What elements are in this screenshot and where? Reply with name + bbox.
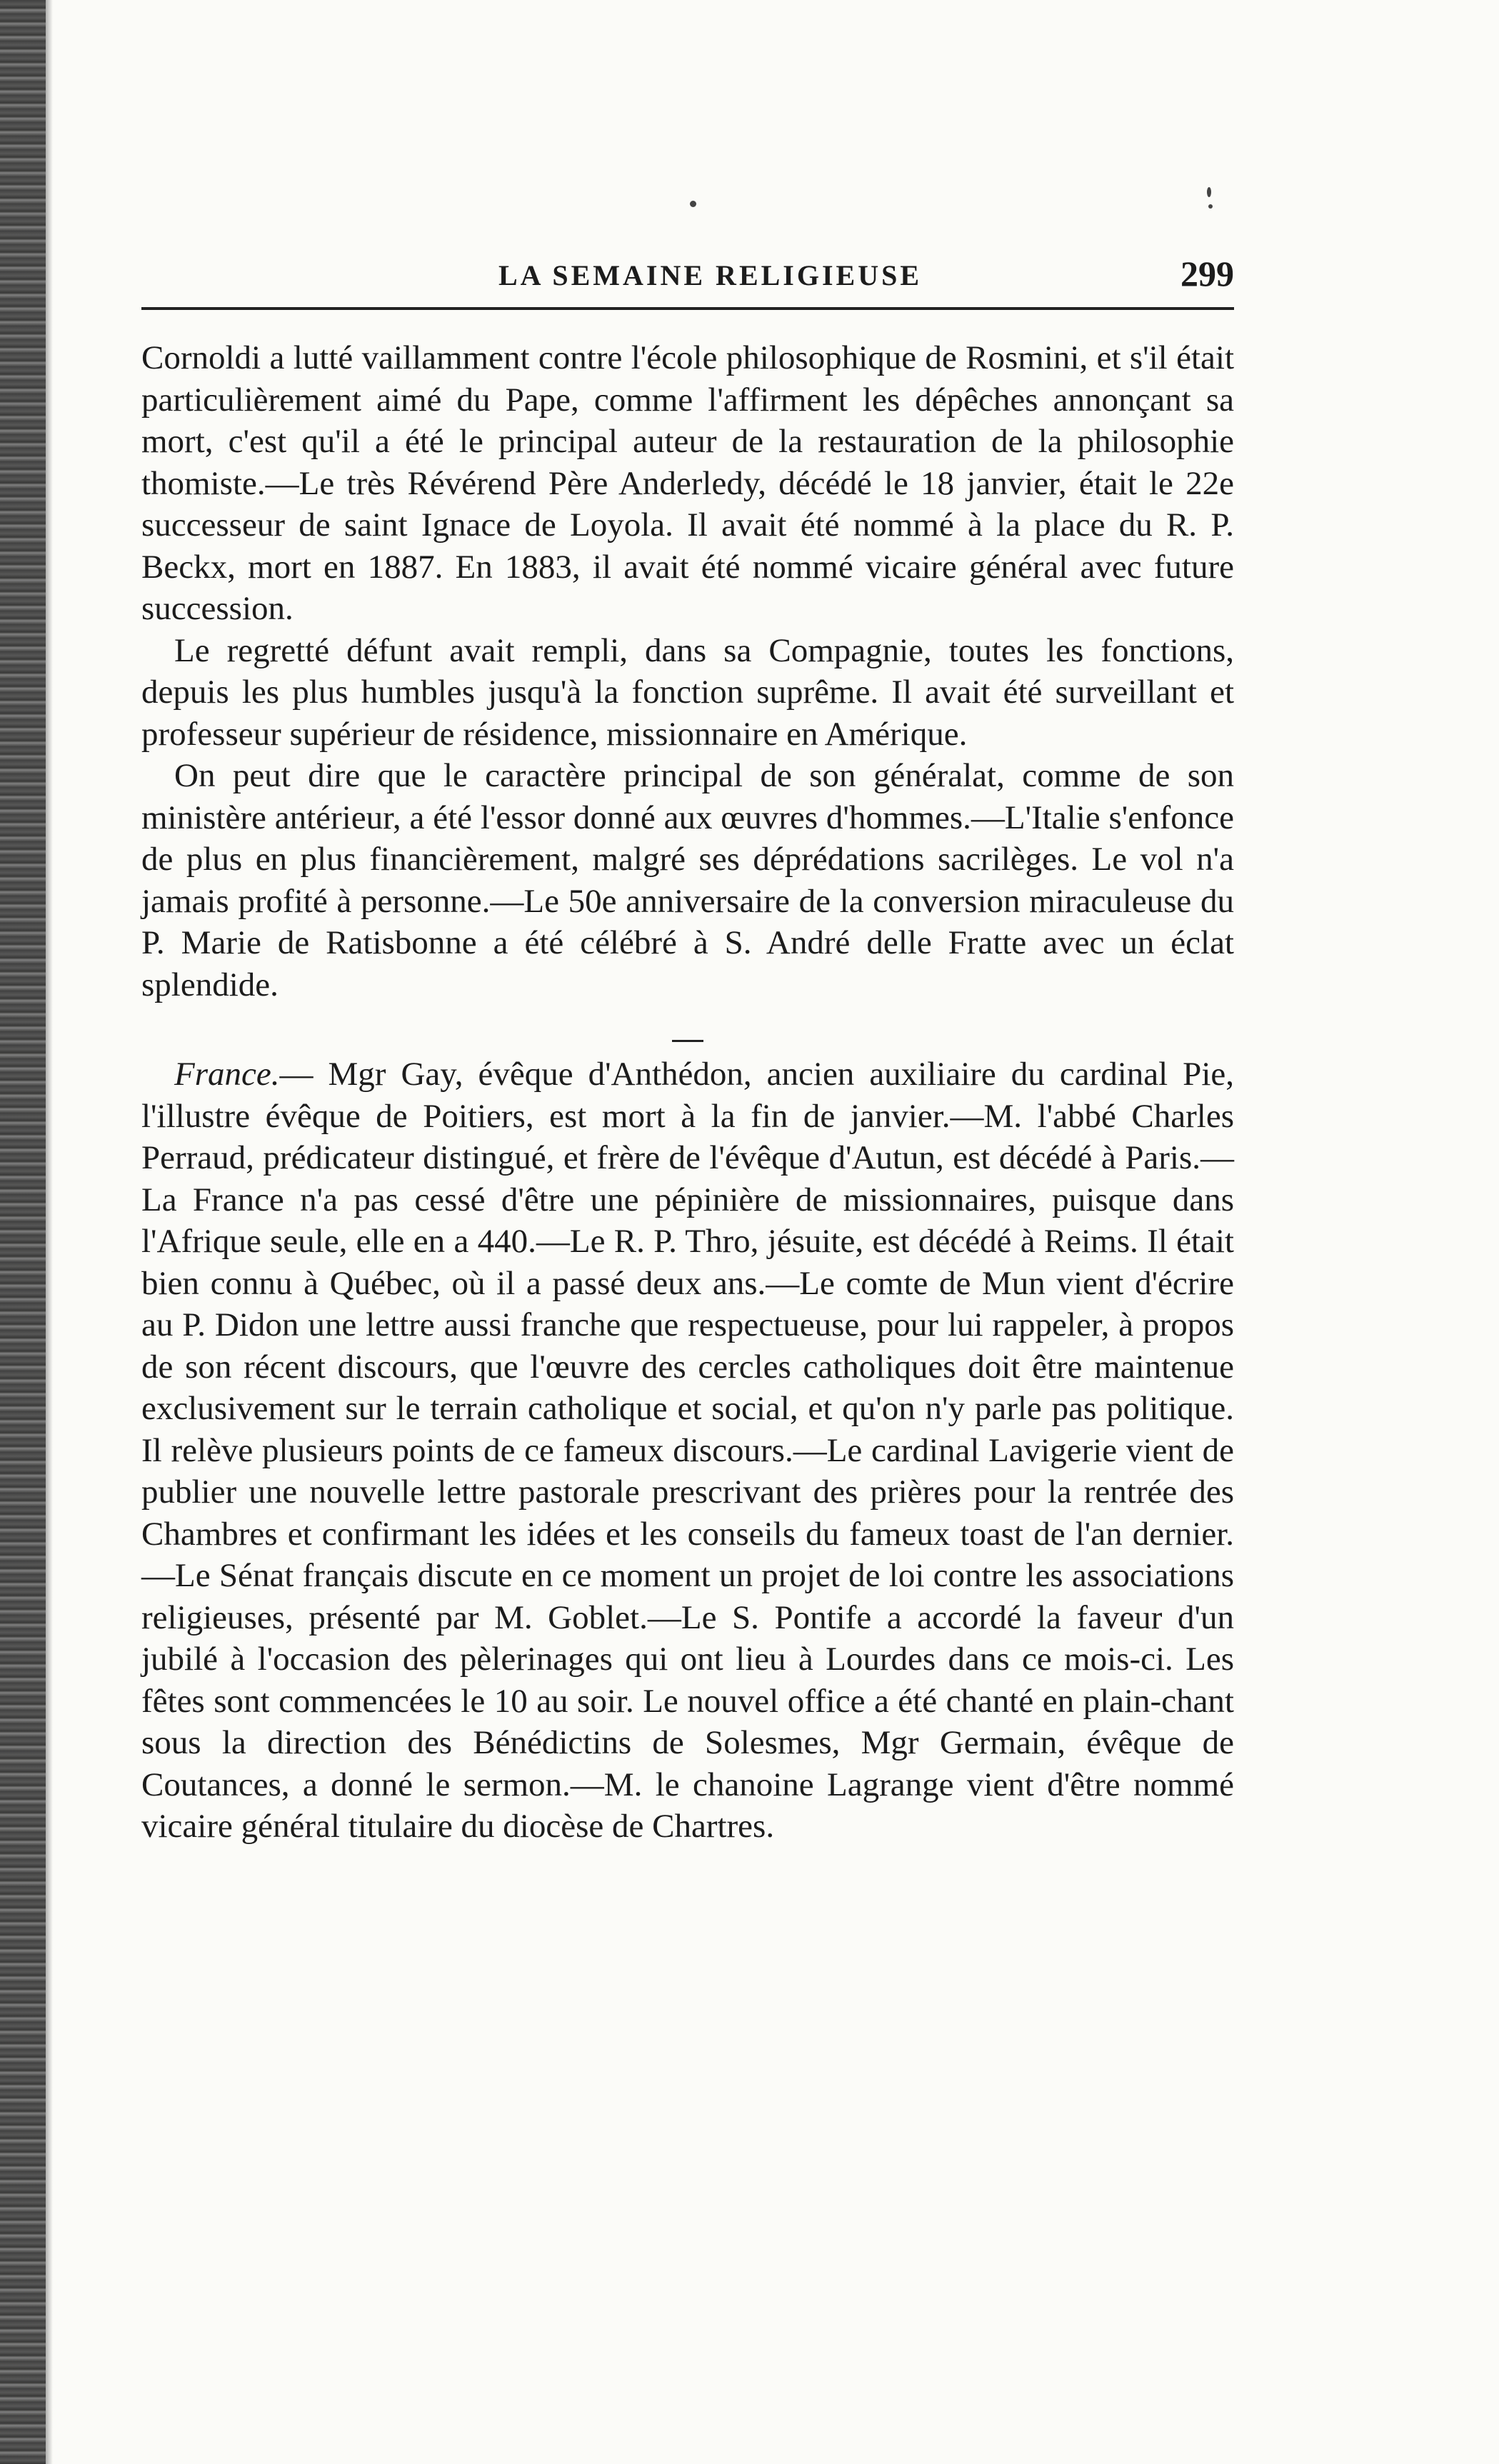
section-label-france: France. bbox=[174, 1056, 280, 1093]
paragraph-france bbox=[141, 1053, 1234, 1848]
page-number: 299 bbox=[1180, 254, 1234, 294]
section-separator bbox=[672, 1040, 703, 1042]
page bbox=[141, 254, 1234, 1848]
page-header bbox=[141, 254, 1234, 310]
scan-binding-strip bbox=[0, 0, 46, 2464]
scan-binding-shadow bbox=[46, 0, 53, 2464]
paragraph-functions: Le regretté défunt avait rempli, dans sa Compagnie, toutes les fonctions, depuis les plus humbles jusqu'à la fonction suprême. Il avait été surveillant et professeur supérieur de résidence, missionnaire en Amérique. bbox=[141, 631, 1234, 753]
paragraph-generalat: On peut dire que le caractère principal de son généralat, comme de son ministère antérieur, a été l'essor donné aux œuvres d'hommes.—L'Italie s'enfonce de plus en plus financièrement, malgré ses déprédations sacrilèges. Le vol n'a jamais profité à personne.—Le 50e anniversaire de la conversion miraculeuse du P. Marie de Ratisbonne a été célébré à S. André delle Fratte avec un éclat splendide. bbox=[141, 757, 1234, 1003]
scan-speck bbox=[1208, 204, 1213, 209]
scan-speck bbox=[690, 201, 696, 207]
paragraph-cornoldi: Cornoldi a lutté vaillamment contre l'école philosophique de Rosmini, et s'il était particulièrement aimé du Pape, comme l'affirment les dépêches annonçant sa mort, c'est qu'il a été le principal auteur de la restauration de la philosophie thomiste.—Le très Révérend Père Anderledy, décédé le 18 janvier, était le 22e successeur de saint Ignace de Loyola. Il avait été nommé à la place du R. P. Beckx, mort en 1887. En 1883, il avait été nommé vicaire général avec future succession. bbox=[141, 339, 1234, 627]
france-news-text: — Mgr Gay, évêque d'Anthédon, ancien auxiliaire du cardinal Pie, l'illustre évêque de Poitiers, est mort à la fin de janvier.—M. l'abbé Charles Perraud, prédicateur distingué, et frère de l'évêque d'Autun, est décédé à Paris.—La France n'a pas cessé d'être une pépinière de missionnaires, puisque dans l'Afrique seule, elle en a 440.—Le R. P. Thro, jésuite, est décédé à Reims. Il était bien connu à Québec, où il a passé deux ans.—Le comte de Mun vient d'écrire au P. Didon une lettre aussi franche que respectueuse, pour lui rappeler, à propos de son récent discours, que l'œuvre des cercles catholiques doit être maintenue exclusivement sur le terrain catholique et social, et qu'on n'y parle pas politique. Il relève plusieurs points de ce fameux discours.—Le cardinal Lavigerie vient de publier une nouvelle lettre pastorale prescrivant des prières pour la rentrée des Chambres et confirmant les idées et les conseils du fameux toast de l'an dernier.—Le Sénat français discute en ce moment un projet de loi contre les associations religieuses, présenté par M. Goblet.—Le S. Pontife a accordé la faveur d'un jubilé à l'occasion des pèlerinages qui ont lieu à Lourdes dans ce mois-ci. Les fêtes sont commencées le 10 au soir. Le nouvel office a été chanté en plain-chant sous la direction des Bénédictins de Solesmes, Mgr Germain, évêque de Coutances, a donné le sermon.—M. le chanoine Lagrange vient d'être nommé vicaire général titulaire du diocèse de Chartres. bbox=[141, 1056, 1234, 1845]
scan-speck bbox=[1207, 187, 1211, 197]
running-title: LA SEMAINE RELIGIEUSE bbox=[498, 259, 923, 291]
